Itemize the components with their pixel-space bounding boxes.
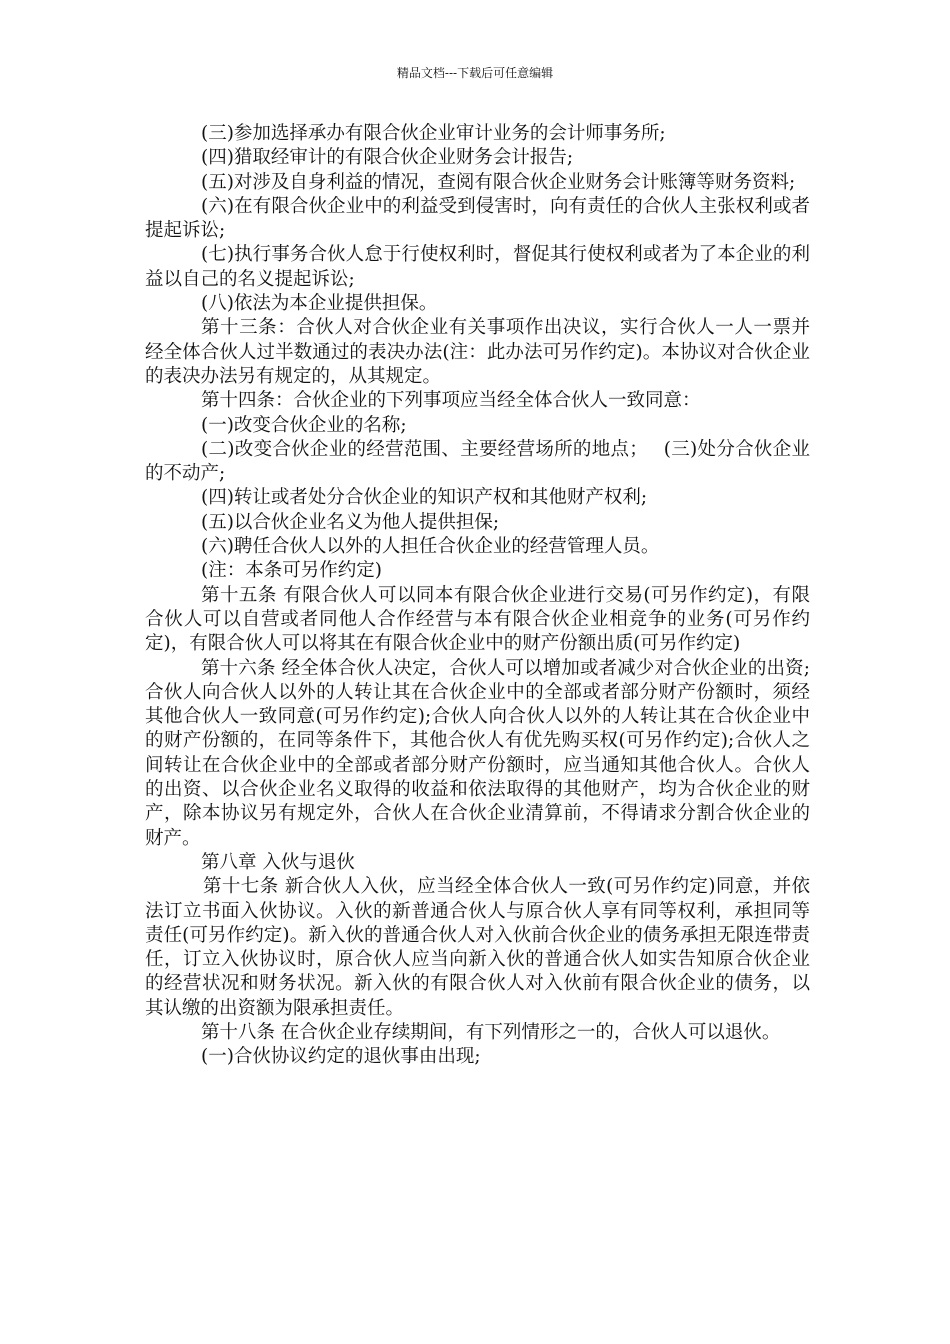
article-14-note: (注：本条可另作约定) bbox=[201, 560, 382, 582]
article-14-item-2-3: (二)改变合伙企业的经营范围、主要经营场所的地点； (三)处分合伙企业的不动产; bbox=[145, 438, 810, 485]
clause-item-5: (五)对涉及自身利益的情况，查阅有限合伙企业财务会计账簿等财务资料; bbox=[201, 171, 796, 193]
article-14-item-1: (一)改变合伙企业的名称; bbox=[201, 414, 407, 436]
article-14: 第十四条：合伙企业的下列事项应当经全体合伙人一致同意： bbox=[201, 390, 701, 412]
clause-item-7: (七)执行事务合伙人怠于行使权利时，督促其行使权利或者为了本企业的利益以自己的名义提起诉讼; bbox=[145, 244, 810, 290]
article-18: 第十八条 在合伙企业存续期间，有下列情形之一的，合伙人可以退伙。 bbox=[201, 1021, 781, 1043]
chapter-8-heading: 第八章 入伙与退伙 bbox=[201, 851, 355, 873]
clause-item-4: (四)猎取经审计的有限合伙企业财务会计报告; bbox=[201, 147, 574, 169]
clause-item-6: (六)在有限合伙企业中的利益受到侵害时，向有责任的合伙人主张权利或者提起诉讼; bbox=[145, 195, 810, 242]
article-13: 第十三条：合伙人对合伙企业有关事项作出决议，实行合伙人一人一票并经全体合伙人过半数通过的表决办法(注：此办法可另作约定)。本协议对合伙企业的表决办法另有规定的，从其规定。 bbox=[145, 317, 810, 387]
article-18-item-1: (一)合伙协议约定的退伙事由出现; bbox=[201, 1046, 481, 1068]
article-16: 第十六条 经全体合伙人决定，合伙人可以增加或者减少对合伙企业的出资;合伙人向合伙人以外的人转让其在合伙企业中的全部或者部分财产份额时，须经其他合伙人一致同意(可另作约定);合伙人向合伙人以外的人转让其在合伙企业中的财产份额的，在同等条件下，其他合伙人有优先购买权(可另作约定);合伙人之间转让在合伙企业中的全部或者部分财产份额时，应当通知其他合伙人。合伙人的出资、以合伙企业名义取得的收益和依法取得的其他财产，均为合伙企业的财产，除本协议另有规定外，合伙人在合伙企业清算前，不得请求分割合伙企业的财产。 bbox=[145, 657, 810, 849]
clause-item-3: (三)参加选择承办有限合伙企业审计业务的会计师事务所; bbox=[201, 123, 666, 144]
article-14-item-4: (四)转让或者处分合伙企业的知识产权和其他财产权利; bbox=[201, 487, 648, 509]
article-17: 第十七条 新合伙人入伙，应当经全体合伙人一致(可另作约定)同意，并依法订立书面入伙协议。入伙的新普通合伙人与原合伙人享有同等权利，承担同等责任(可另作约定)。新入伙的普通合伙人对入伙前合伙企业的债务承担无限连带责任，订立入伙协议时，原合伙人应当向新入伙的普通合伙人如实告知原合伙企业的经营状况和财务状况。新入伙的有限合伙人对入伙前有限合伙企业的债务，以其认缴的出资额为限承担责任。 bbox=[145, 876, 810, 1019]
article-14-item-5: (五)以合伙企业名义为他人提供担保; bbox=[201, 511, 500, 533]
clause-item-8: (八)依法为本企业提供担保。 bbox=[201, 293, 438, 315]
article-14-item-6: (六)聘任合伙人以外的人担任合伙企业的经营管理人员。 bbox=[201, 536, 660, 558]
document-body bbox=[145, 122, 810, 1070]
page-header: 精品文档---下载后可任意编辑 bbox=[396, 66, 554, 80]
article-15: 第十五条 有限合伙人可以同本有限合伙企业进行交易(可另作约定)，有限合伙人可以自营或者同他人合作经营与本有限合伙企业相竞争的业务(可另作约定)，有限合伙人可以将其在有限合伙企业中的财产份额出质(可另作约定) bbox=[145, 584, 810, 655]
